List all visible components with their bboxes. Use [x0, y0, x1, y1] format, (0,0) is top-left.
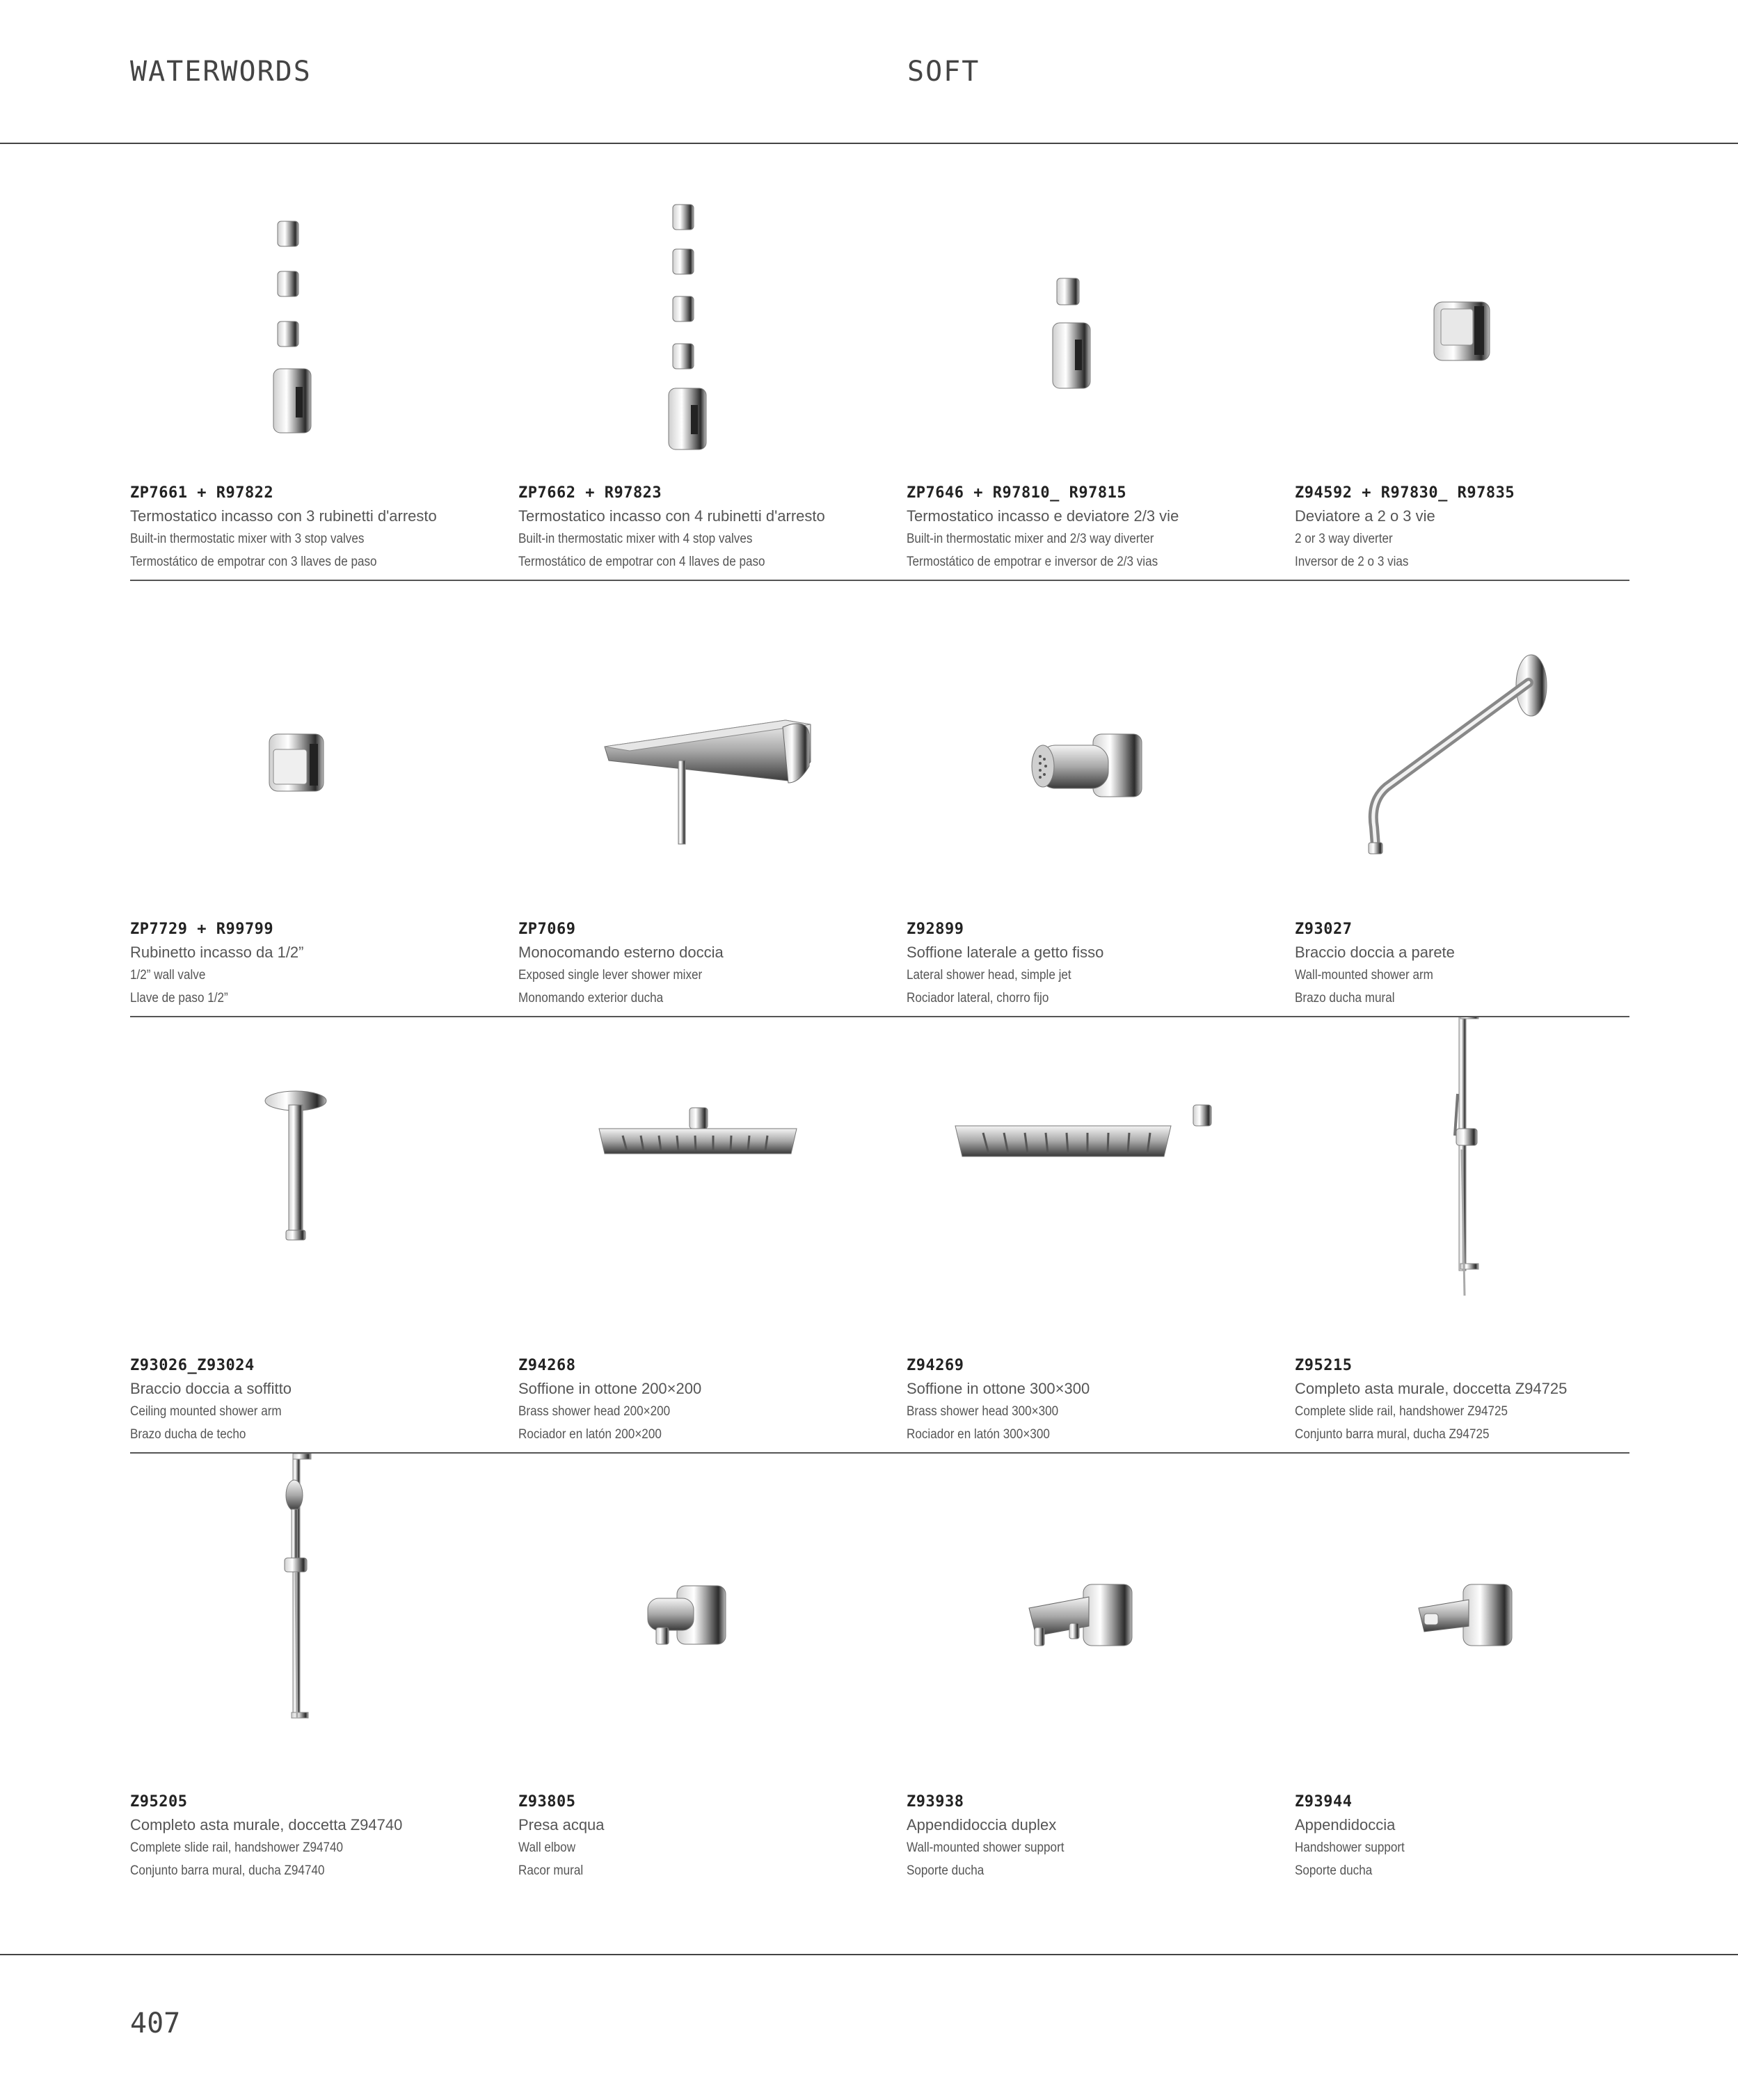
description-en: Wall-mounted shower arm [1295, 968, 1433, 983]
wall-valve-icon [130, 581, 506, 908]
description-it: Soffione in ottone 300×300 [907, 1380, 1090, 1397]
description-es: Brazo ducha de techo [130, 1427, 246, 1442]
product-card[interactable] [1295, 1017, 1671, 1452]
diverter-icon [1295, 145, 1671, 472]
description-es: Termostático de empotrar con 3 llaves de paso [130, 555, 377, 569]
product-card[interactable] [1295, 581, 1671, 1016]
description-it: Completo asta murale, doccetta Z94725 [1295, 1380, 1568, 1397]
page-number: 407 [130, 2007, 181, 2039]
product-card[interactable] [1295, 145, 1671, 580]
product-card[interactable] [518, 1017, 894, 1452]
footer-rule [0, 1954, 1738, 1955]
product-card[interactable] [130, 145, 506, 580]
product-code: Z94592 + R97830_ R97835 [1295, 484, 1515, 502]
product-code: Z94269 [907, 1357, 964, 1374]
description-en: Complete slide rail, handshower Z94740 [130, 1840, 344, 1855]
exposed-mixer-icon [518, 581, 894, 908]
product-code: ZP7661 + R97822 [130, 484, 274, 502]
description-it: Termostatico incasso con 3 rubinetti d'arresto [130, 507, 437, 525]
description-en: Wall-mounted shower support [907, 1840, 1065, 1855]
handshower-support-icon [1295, 1454, 1671, 1781]
slide-rail-icon [1295, 1017, 1671, 1344]
product-code: Z95215 [1295, 1357, 1353, 1374]
collection-name: SOFT [907, 56, 980, 88]
description-es: Inversor de 2 o 3 vias [1295, 555, 1409, 569]
product-code: ZP7069 [518, 921, 576, 938]
description-it: Braccio doccia a parete [1295, 944, 1455, 961]
product-card[interactable] [130, 1454, 506, 1888]
product-row [130, 145, 1629, 581]
description-en: Brass shower head 200×200 [518, 1404, 671, 1419]
product-grid [130, 145, 1629, 1888]
description-it: Braccio doccia a soffitto [130, 1380, 292, 1397]
description-it: Rubinetto incasso da 1/2” [130, 944, 304, 961]
description-en: Exposed single lever shower mixer [518, 968, 703, 983]
description-it: Soffione in ottone 200×200 [518, 1380, 702, 1397]
product-code: Z93026_Z93024 [130, 1357, 255, 1374]
description-es: Rociador en latón 200×200 [518, 1427, 662, 1442]
product-card[interactable] [907, 581, 1282, 1016]
product-code: ZP7646 + R97810_ R97815 [907, 484, 1127, 502]
description-es: Soporte ducha [1295, 1863, 1373, 1878]
description-en: 2 or 3 way diverter [1295, 532, 1393, 546]
description-es: Conjunto barra mural, ducha Z94740 [130, 1863, 325, 1878]
product-code: Z95205 [130, 1793, 188, 1811]
slide-rail-handshower-icon [130, 1454, 506, 1781]
shower-head-200-icon [518, 1017, 894, 1344]
description-es: Termostático de empotrar con 4 llaves de paso [518, 555, 765, 569]
description-it: Completo asta murale, doccetta Z94740 [130, 1816, 403, 1833]
description-es: Conjunto barra mural, ducha Z94725 [1295, 1427, 1490, 1442]
description-it: Soffione laterale a getto fisso [907, 944, 1104, 961]
product-code: Z92899 [907, 921, 964, 938]
description-es: Racor mural [518, 1863, 584, 1878]
description-es: Llave de paso 1/2” [130, 991, 228, 1005]
description-en: Brass shower head 300×300 [907, 1404, 1059, 1419]
description-it: Presa acqua [518, 1816, 605, 1833]
description-en: 1/2” wall valve [130, 968, 206, 983]
description-es: Brazo ducha mural [1295, 991, 1395, 1005]
description-it: Appendidoccia duplex [907, 1816, 1057, 1833]
product-code: Z93027 [1295, 921, 1353, 938]
product-card[interactable] [130, 581, 506, 1016]
product-card[interactable] [518, 1454, 894, 1888]
product-card[interactable] [1295, 1454, 1671, 1888]
description-it: Termostatico incasso con 4 rubinetti d'arresto [518, 507, 825, 525]
description-it: Deviatore a 2 o 3 vie [1295, 507, 1435, 525]
ceiling-shower-arm-icon [130, 1017, 506, 1344]
description-es: Rociador lateral, chorro fijo [907, 991, 1049, 1005]
product-card[interactable] [518, 145, 894, 580]
thermostatic-4-valves-icon [518, 145, 894, 472]
product-code: Z93805 [518, 1793, 576, 1811]
product-card[interactable] [907, 145, 1282, 580]
description-es: Soporte ducha [907, 1863, 984, 1878]
description-it: Appendidoccia [1295, 1816, 1396, 1833]
description-en: Built-in thermostatic mixer with 4 stop valves [518, 532, 753, 546]
product-code: ZP7662 + R97823 [518, 484, 662, 502]
product-row [130, 1017, 1629, 1454]
product-row [130, 581, 1629, 1017]
description-en: Ceiling mounted shower arm [130, 1404, 282, 1419]
description-en: Lateral shower head, simple jet [907, 968, 1071, 983]
product-code: Z93938 [907, 1793, 964, 1811]
thermostatic-diverter-icon [907, 145, 1282, 472]
wall-elbow-icon [518, 1454, 894, 1781]
product-card[interactable] [907, 1454, 1282, 1888]
description-es: Monomando exterior ducha [518, 991, 664, 1005]
description-en: Built-in thermostatic mixer and 2/3 way diverter [907, 532, 1154, 546]
description-en: Handshower support [1295, 1840, 1405, 1855]
duplex-support-icon [907, 1454, 1282, 1781]
description-en: Wall elbow [518, 1840, 576, 1855]
description-it: Termostatico incasso e deviatore 2/3 vie [907, 507, 1179, 525]
product-card[interactable] [130, 1017, 506, 1452]
product-card[interactable] [518, 581, 894, 1016]
catalog-brand: WATERWORDS [130, 56, 312, 88]
shower-head-300-icon [907, 1017, 1282, 1344]
wall-shower-arm-icon [1295, 581, 1671, 908]
product-card[interactable] [907, 1017, 1282, 1452]
product-row [130, 1454, 1629, 1888]
description-en: Built-in thermostatic mixer with 3 stop valves [130, 532, 365, 546]
product-code: ZP7729 + R99799 [130, 921, 274, 938]
thermostatic-3-valves-icon [130, 145, 506, 472]
description-en: Complete slide rail, handshower Z94725 [1295, 1404, 1508, 1419]
description-es: Rociador en latón 300×300 [907, 1427, 1050, 1442]
product-code: Z94268 [518, 1357, 576, 1374]
header-rule [0, 143, 1738, 144]
description-it: Monocomando esterno doccia [518, 944, 724, 961]
description-es: Termostático de empotrar e inversor de 2/3 vias [907, 555, 1158, 569]
lateral-shower-head-icon [907, 581, 1282, 908]
product-code: Z93944 [1295, 1793, 1353, 1811]
